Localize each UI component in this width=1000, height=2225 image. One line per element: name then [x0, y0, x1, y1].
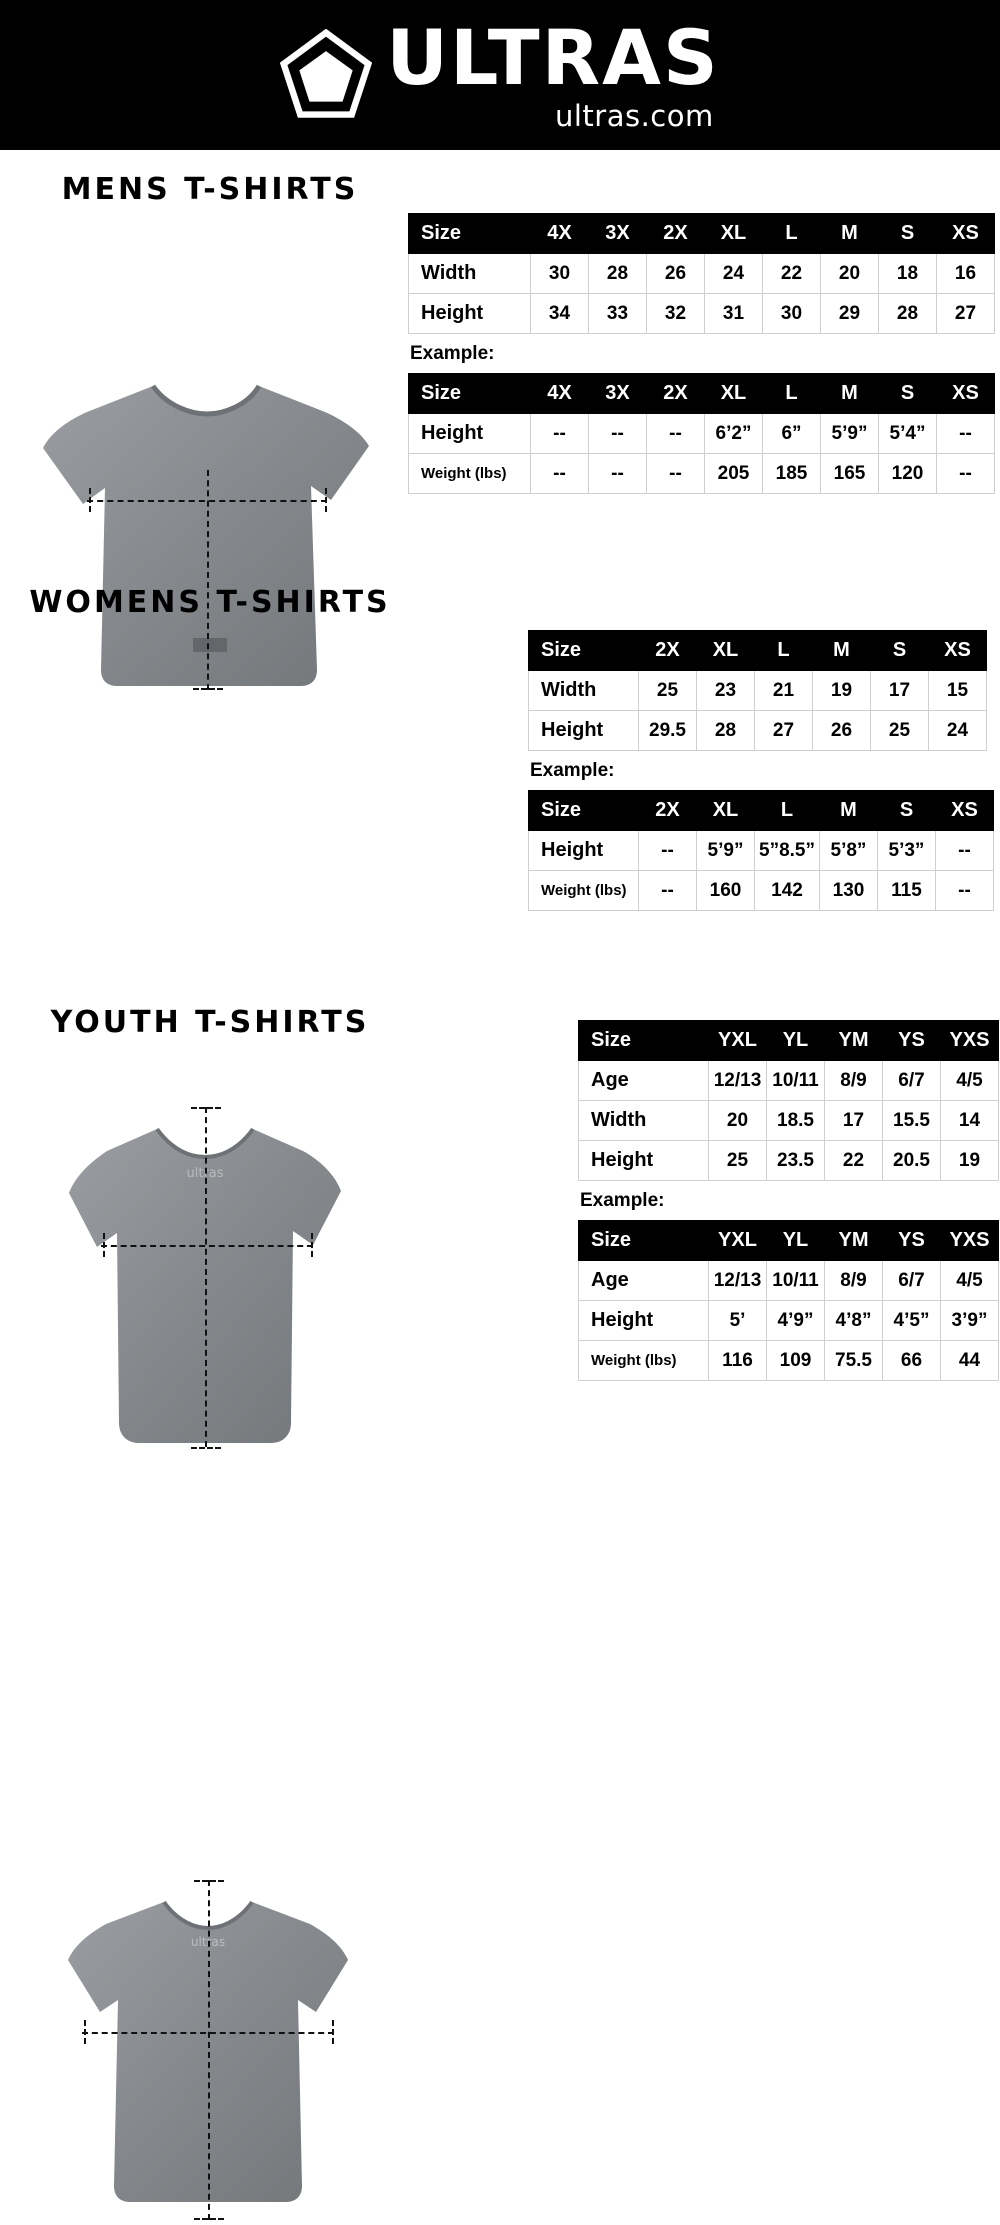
womens-tshirt-illustration — [45, 1105, 365, 1460]
table-row — [529, 711, 987, 751]
cell: 19 — [941, 1141, 999, 1181]
cell: 24 — [705, 254, 763, 294]
cell: 4/5 — [941, 1061, 999, 1101]
table-row — [579, 1061, 999, 1101]
mens-example-label: Example: — [410, 343, 495, 364]
cell: 17 — [871, 671, 929, 711]
cell: 5’9” — [697, 831, 755, 871]
cell: 16 — [937, 254, 995, 294]
cell: 27 — [937, 294, 995, 334]
cell: 31 — [705, 294, 763, 334]
mens-example-table — [408, 373, 995, 494]
womens-height-tick-top — [191, 1107, 221, 1109]
cell: 28 — [697, 711, 755, 751]
col-header: Size — [579, 1021, 709, 1061]
col-header: YL — [767, 1021, 825, 1061]
cell: 6” — [763, 414, 821, 454]
col-header: 4X — [531, 214, 589, 254]
col-header: XS — [937, 214, 995, 254]
cell: 24 — [929, 711, 987, 751]
svg-text:ultras: ultras — [190, 1935, 226, 1949]
col-header: 2X — [647, 374, 705, 414]
cell: 32 — [647, 294, 705, 334]
mens-height-guide — [207, 470, 209, 690]
mens-height-tick-bottom — [193, 688, 223, 690]
cell: 22 — [825, 1141, 883, 1181]
cell: -- — [647, 414, 705, 454]
cell: 109 — [767, 1341, 825, 1381]
cell: 21 — [755, 671, 813, 711]
cell: 3’9” — [941, 1301, 999, 1341]
col-header: YL — [767, 1221, 825, 1261]
table-header-row — [409, 214, 995, 254]
cell: 18.5 — [767, 1101, 825, 1141]
cell: 25 — [871, 711, 929, 751]
cell: 19 — [813, 671, 871, 711]
youth-size-table — [578, 1020, 999, 1181]
col-header: 4X — [531, 374, 589, 414]
youth-section-title-wrap — [30, 1005, 390, 1040]
col-header: Size — [409, 214, 531, 254]
youth-width-tick-left — [84, 2020, 86, 2044]
col-header: XL — [697, 631, 755, 671]
col-header: YS — [883, 1221, 941, 1261]
col-header: YM — [825, 1221, 883, 1261]
cell: 12/13 — [709, 1261, 767, 1301]
cell: 6/7 — [883, 1261, 941, 1301]
cell: 30 — [763, 294, 821, 334]
cell: 5”8.5” — [755, 831, 820, 871]
row-label: Weight (lbs) — [579, 1341, 709, 1381]
cell: -- — [937, 454, 995, 494]
col-header: S — [877, 791, 935, 831]
cell: 28 — [879, 294, 937, 334]
cell: 26 — [647, 254, 705, 294]
col-header: S — [871, 631, 929, 671]
cell: 5’9” — [821, 414, 879, 454]
col-header: XL — [697, 791, 755, 831]
cell: -- — [647, 454, 705, 494]
cell: 160 — [697, 871, 755, 911]
cell: 5’3” — [877, 831, 935, 871]
womens-example-table — [528, 790, 994, 911]
cell: 130 — [819, 871, 877, 911]
cell: 12/13 — [709, 1061, 767, 1101]
col-header: S — [879, 374, 937, 414]
womens-example-label: Example: — [530, 760, 615, 781]
row-label: Width — [579, 1101, 709, 1141]
mens-section-title: MENS T-SHIRTS — [61, 172, 359, 207]
table-row — [579, 1261, 999, 1301]
cell: 116 — [709, 1341, 767, 1381]
brand-text — [386, 12, 720, 133]
site-header — [0, 0, 1000, 150]
col-header: L — [763, 374, 821, 414]
cell: 29 — [821, 294, 879, 334]
cell: -- — [589, 414, 647, 454]
cell: 75.5 — [825, 1341, 883, 1381]
cell: 23.5 — [767, 1141, 825, 1181]
cell: -- — [935, 871, 993, 911]
row-label: Weight (lbs) — [529, 871, 639, 911]
col-header: XS — [929, 631, 987, 671]
cell: -- — [935, 831, 993, 871]
cell: -- — [589, 454, 647, 494]
womens-height-guide — [205, 1107, 207, 1447]
womens-width-tick-left — [103, 1233, 105, 1257]
cell: 10/11 — [767, 1261, 825, 1301]
cell: 18 — [879, 254, 937, 294]
mens-section-title-wrap — [40, 172, 380, 207]
cell: 23 — [697, 671, 755, 711]
brand-lockup — [280, 12, 720, 133]
cell: 33 — [589, 294, 647, 334]
brand-url: ultras.com — [554, 98, 714, 133]
col-header: Size — [529, 791, 639, 831]
cell: 20 — [709, 1101, 767, 1141]
row-label: Age — [579, 1261, 709, 1301]
col-header: S — [879, 214, 937, 254]
womens-section-title-wrap — [20, 585, 400, 620]
cell: 4’8” — [825, 1301, 883, 1341]
womens-size-table — [528, 630, 987, 751]
table-row — [579, 1141, 999, 1181]
table-header-row — [579, 1021, 999, 1061]
row-label: Height — [409, 294, 531, 334]
cell: 22 — [763, 254, 821, 294]
row-label: Height — [579, 1141, 709, 1181]
youth-size-table-wrap — [578, 1020, 999, 1381]
table-row — [409, 294, 995, 334]
cell: 165 — [821, 454, 879, 494]
cell: 30 — [531, 254, 589, 294]
table-row — [529, 871, 994, 911]
cell: 44 — [941, 1341, 999, 1381]
col-header: M — [813, 631, 871, 671]
col-header: XS — [937, 374, 995, 414]
cell: -- — [639, 871, 697, 911]
mens-size-table-wrap — [408, 213, 995, 494]
cell: 4’5” — [883, 1301, 941, 1341]
womens-section-title: WOMENS T-SHIRTS — [29, 585, 391, 620]
col-header: YXS — [941, 1221, 999, 1261]
table-row — [529, 831, 994, 871]
cell: 20.5 — [883, 1141, 941, 1181]
col-header: YXS — [941, 1021, 999, 1061]
col-header: M — [821, 374, 879, 414]
brand-name: ULTRAS — [386, 12, 720, 102]
col-header: XS — [935, 791, 993, 831]
table-header-row — [529, 631, 987, 671]
table-row — [579, 1301, 999, 1341]
table-row — [409, 454, 995, 494]
cell: 10/11 — [767, 1061, 825, 1101]
cell: 17 — [825, 1101, 883, 1141]
col-header: XL — [705, 214, 763, 254]
cell: 5’4” — [879, 414, 937, 454]
col-header: 3X — [589, 374, 647, 414]
col-header: L — [763, 214, 821, 254]
svg-text:ultras: ultras — [186, 1166, 224, 1181]
womens-height-tick-bottom — [191, 1447, 221, 1449]
cell: -- — [531, 414, 589, 454]
col-header: YXL — [709, 1021, 767, 1061]
mens-width-tick-right — [325, 488, 327, 512]
cell: 8/9 — [825, 1061, 883, 1101]
cell: 205 — [705, 454, 763, 494]
col-header: M — [821, 214, 879, 254]
table-header-row — [529, 791, 994, 831]
youth-section-title: YOUTH T-SHIRTS — [50, 1005, 370, 1040]
col-header: Size — [579, 1221, 709, 1261]
col-header: YXL — [709, 1221, 767, 1261]
cell: 34 — [531, 294, 589, 334]
row-label: Width — [529, 671, 639, 711]
youth-example-label: Example: — [580, 1190, 665, 1211]
cell: 28 — [589, 254, 647, 294]
womens-width-guide — [101, 1245, 313, 1247]
youth-height-tick-top — [194, 1880, 224, 1882]
youth-height-tick-bottom — [194, 2218, 224, 2220]
cell: 20 — [821, 254, 879, 294]
col-header: 2X — [647, 214, 705, 254]
table-header-row — [579, 1221, 999, 1261]
cell: 120 — [879, 454, 937, 494]
row-label: Age — [579, 1061, 709, 1101]
cell: 25 — [709, 1141, 767, 1181]
row-label: Weight (lbs) — [409, 454, 531, 494]
row-label: Height — [579, 1301, 709, 1341]
col-header: Size — [409, 374, 531, 414]
table-header-row — [409, 374, 995, 414]
womens-width-tick-right — [311, 1233, 313, 1257]
cell: -- — [531, 454, 589, 494]
mens-width-tick-left — [89, 488, 91, 512]
womens-size-table-wrap — [528, 630, 994, 911]
cell: 15 — [929, 671, 987, 711]
col-header: L — [755, 631, 813, 671]
table-row — [579, 1101, 999, 1141]
youth-example-table — [578, 1220, 999, 1381]
cell: 142 — [755, 871, 820, 911]
cell: 4/5 — [941, 1261, 999, 1301]
cell: -- — [937, 414, 995, 454]
col-header: XL — [705, 374, 763, 414]
cell: -- — [639, 831, 697, 871]
mens-tshirt-illustration — [25, 370, 385, 700]
youth-tshirt-illustration — [48, 1880, 368, 2220]
col-header: YS — [883, 1021, 941, 1061]
table-row — [409, 414, 995, 454]
cell: 25 — [639, 671, 697, 711]
row-label: Width — [409, 254, 531, 294]
cell: 6/7 — [883, 1061, 941, 1101]
row-label: Height — [529, 831, 639, 871]
col-header: 2X — [639, 631, 697, 671]
mens-size-table — [408, 213, 995, 334]
pentagon-shield-icon — [280, 29, 372, 121]
table-row — [529, 671, 987, 711]
row-label: Height — [409, 414, 531, 454]
cell: 8/9 — [825, 1261, 883, 1301]
col-header: 3X — [589, 214, 647, 254]
col-header: L — [755, 791, 820, 831]
cell: 29.5 — [639, 711, 697, 751]
cell: 115 — [877, 871, 935, 911]
row-label: Height — [529, 711, 639, 751]
col-header: YM — [825, 1021, 883, 1061]
cell: 185 — [763, 454, 821, 494]
youth-height-guide — [208, 1880, 210, 2220]
col-header: M — [819, 791, 877, 831]
cell: 14 — [941, 1101, 999, 1141]
youth-width-tick-right — [332, 2020, 334, 2044]
cell: 26 — [813, 711, 871, 751]
cell: 27 — [755, 711, 813, 751]
cell: 66 — [883, 1341, 941, 1381]
col-header: 2X — [639, 791, 697, 831]
table-row — [409, 254, 995, 294]
cell: 5’8” — [819, 831, 877, 871]
cell: 6’2” — [705, 414, 763, 454]
cell: 15.5 — [883, 1101, 941, 1141]
cell: 4’9” — [767, 1301, 825, 1341]
cell: 5’ — [709, 1301, 767, 1341]
table-row — [579, 1341, 999, 1381]
col-header: Size — [529, 631, 639, 671]
